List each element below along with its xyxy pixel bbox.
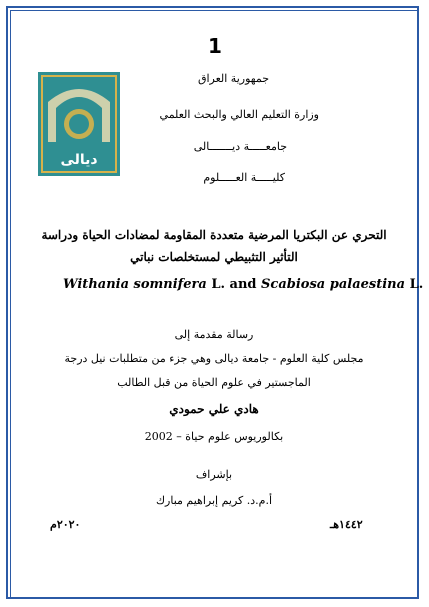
species-conjunction: and (229, 277, 257, 292)
ministry-line: وزارة التعليم العالي والبحث العلمي (159, 108, 319, 121)
university-logo (38, 72, 120, 176)
submission-line-2: مجلس كلية العلوم - جامعة ديالى وهي جزء من متطلبات نيل درجة (64, 352, 364, 365)
degree-line: بكالوريوس علوم حياة – 2002 (144, 430, 284, 443)
title-line-1: التحري عن البكتريا المرضية متعددة المقاومة لمضادات الحياة ودراسة (41, 228, 387, 242)
page-number: 1 (208, 34, 222, 58)
species-1: Withania somnifera (63, 277, 207, 292)
species-2-authority: L. (409, 277, 424, 292)
student-name: هادي علي حمودي (169, 402, 259, 416)
submission-line-3: الماجستير في علوم الحياة من قبل الطالب (117, 376, 311, 389)
species-2: Scabiosa palaestina (261, 277, 406, 292)
submission-line-1: رسالة مقدمة إلى (174, 328, 254, 341)
university-line: جامعـــــة ديـــــــالى (193, 140, 287, 153)
logo-text: ديالى (60, 152, 98, 168)
title-species-line (63, 277, 423, 292)
country-line: جمهورية العراق (197, 72, 269, 85)
species-1-authority: L. (211, 277, 226, 292)
hijri-year: ١٤٤٢هـ (330, 518, 363, 531)
gregorian-year: ٢٠٢٠م (50, 518, 81, 531)
supervisor-name: أ.م.د. كريم إبراهيم مبارك (155, 494, 273, 507)
college-line: كليـــــة العـــــلوم (203, 171, 285, 184)
title-line-2: التأثير التثبيطي لمستخلصات نباتي (130, 250, 298, 264)
supervision-label: بإشراف (195, 468, 233, 481)
